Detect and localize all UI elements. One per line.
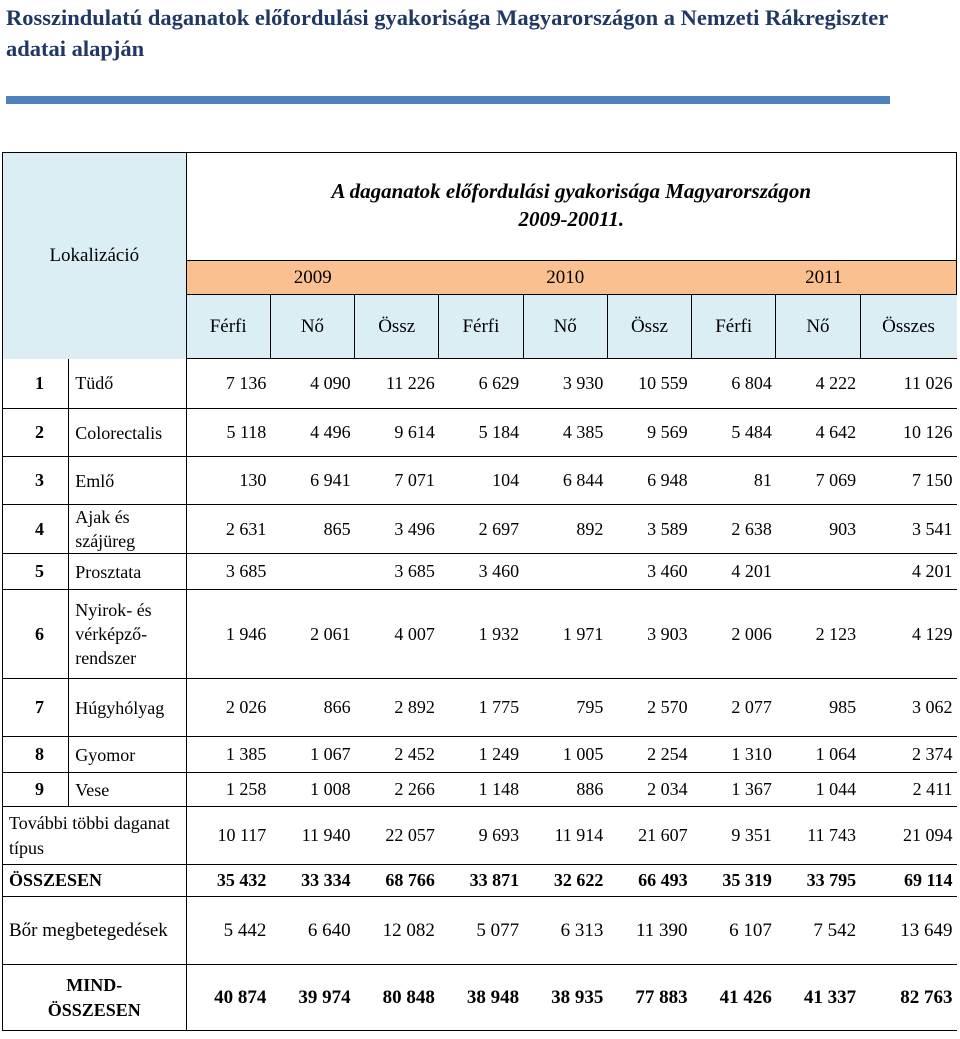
data-cell: 4 129 [860, 590, 956, 679]
data-cell: 3 930 [523, 359, 607, 409]
data-cell: 2 452 [355, 737, 439, 773]
data-cell: 11 390 [607, 897, 691, 965]
column-header: Férfi [692, 295, 776, 359]
data-cell: 4 201 [860, 554, 956, 590]
data-cell: 2 411 [860, 773, 956, 807]
row-localization: Gyomor [69, 737, 186, 773]
data-cell: 7 150 [860, 457, 956, 505]
data-cell: 33 795 [776, 865, 860, 897]
data-cell: 866 [270, 679, 354, 737]
document-title: Rosszindulatú daganatok előfordulási gyakorisága Magyarországon a Nemzeti Rákregiszter adatai alapján [6, 5, 888, 61]
data-cell: 9 351 [692, 807, 776, 865]
data-cell: 3 589 [607, 505, 691, 554]
data-cell: 22 057 [355, 807, 439, 865]
data-cell: 10 126 [860, 409, 956, 457]
data-cell: 3 062 [860, 679, 956, 737]
data-cell: 104 [439, 457, 523, 505]
data-cell: 130 [186, 457, 270, 505]
data-cell: 6 844 [523, 457, 607, 505]
data-cell: 5 442 [186, 897, 270, 965]
data-cell: 68 766 [355, 865, 439, 897]
data-cell: 1 932 [439, 590, 523, 679]
data-cell: 6 804 [692, 359, 776, 409]
data-cell: 41 426 [692, 965, 776, 1031]
data-cell: 38 948 [439, 965, 523, 1031]
data-cell: 3 685 [186, 554, 270, 590]
row-localization: Ajak és szájüreg [69, 505, 186, 554]
column-header: Nő [270, 295, 354, 359]
main-header-line1: A daganatok előfordulási gyakorisága Magyarországon [331, 179, 812, 203]
data-cell: 865 [270, 505, 354, 554]
data-cell: 11 226 [355, 359, 439, 409]
data-cell [523, 554, 607, 590]
row-index: 2 [3, 409, 69, 457]
data-cell: 4 222 [776, 359, 860, 409]
data-cell: 81 [692, 457, 776, 505]
row-localization: Tüdő [69, 359, 186, 409]
data-cell: 2 697 [439, 505, 523, 554]
row-localization: Colorectalis [69, 409, 186, 457]
data-cell: 7 136 [186, 359, 270, 409]
row-label-bor: Bőr megbetegedések [3, 897, 187, 965]
data-cell: 35 319 [692, 865, 776, 897]
data-cell: 1 775 [439, 679, 523, 737]
title-underline [6, 96, 890, 104]
data-cell: 21 094 [860, 807, 956, 865]
row-label-osszesen: ÖSSZESEN [3, 865, 187, 897]
data-cell: 82 763 [860, 965, 956, 1031]
main-header-line2: 2009-20011. [518, 207, 625, 231]
main-header [186, 153, 956, 261]
data-cell: 2 026 [186, 679, 270, 737]
table-row [3, 679, 957, 737]
data-cell: 1 367 [692, 773, 776, 807]
table-row-osszesen [3, 865, 957, 897]
data-cell: 2 638 [692, 505, 776, 554]
data-cell: 2 077 [692, 679, 776, 737]
row-index: 7 [3, 679, 69, 737]
data-cell: 33 871 [439, 865, 523, 897]
row-index: 4 [3, 505, 69, 554]
data-cell: 9 614 [355, 409, 439, 457]
table-row [3, 737, 957, 773]
data-cell: 2 374 [860, 737, 956, 773]
table-row [3, 590, 957, 679]
table-row [3, 554, 957, 590]
data-cell: 1 971 [523, 590, 607, 679]
row-localization: Prosztata [69, 554, 186, 590]
data-cell: 4 090 [270, 359, 354, 409]
data-cell: 80 848 [355, 965, 439, 1031]
data-cell: 4 496 [270, 409, 354, 457]
row-index: 9 [3, 773, 69, 807]
data-cell: 38 935 [523, 965, 607, 1031]
data-cell: 9 569 [607, 409, 691, 457]
data-cell: 21 607 [607, 807, 691, 865]
data-cell: 6 313 [523, 897, 607, 965]
incidence-table [2, 152, 957, 1031]
data-cell: 11 914 [523, 807, 607, 865]
data-cell: 3 903 [607, 590, 691, 679]
table-row [3, 457, 957, 505]
data-cell [270, 554, 354, 590]
data-cell: 40 874 [186, 965, 270, 1031]
data-cell: 6 941 [270, 457, 354, 505]
data-cell: 2 034 [607, 773, 691, 807]
table-row [3, 359, 957, 409]
data-cell: 5 118 [186, 409, 270, 457]
data-cell: 2 631 [186, 505, 270, 554]
data-cell: 4 201 [692, 554, 776, 590]
data-cell: 10 559 [607, 359, 691, 409]
data-cell: 7 071 [355, 457, 439, 505]
row-localization: Vese [69, 773, 186, 807]
data-cell: 11 743 [776, 807, 860, 865]
data-cell: 6 640 [270, 897, 354, 965]
data-cell: 11 940 [270, 807, 354, 865]
lokalizacio-header: Lokalizáció [3, 153, 187, 359]
column-header: Nő [523, 295, 607, 359]
data-cell: 35 432 [186, 865, 270, 897]
table-row-mind [3, 965, 957, 1031]
data-cell: 77 883 [607, 965, 691, 1031]
table-row-tovabbi [3, 807, 957, 865]
data-cell: 33 334 [270, 865, 354, 897]
year-2009: 2009 [186, 261, 439, 295]
table-row-bor [3, 897, 957, 965]
data-cell: 2 254 [607, 737, 691, 773]
data-cell: 795 [523, 679, 607, 737]
data-cell: 3 541 [860, 505, 956, 554]
data-cell: 886 [523, 773, 607, 807]
data-cell: 4 007 [355, 590, 439, 679]
data-cell: 1 148 [439, 773, 523, 807]
data-cell: 1 064 [776, 737, 860, 773]
data-cell: 6 629 [439, 359, 523, 409]
data-cell: 4 642 [776, 409, 860, 457]
column-header: Összes [860, 295, 956, 359]
data-cell: 1 067 [270, 737, 354, 773]
data-cell: 10 117 [186, 807, 270, 865]
data-cell: 1 258 [186, 773, 270, 807]
data-cell: 1 249 [439, 737, 523, 773]
column-header: Össz [355, 295, 439, 359]
data-cell: 2 570 [607, 679, 691, 737]
data-cell: 9 693 [439, 807, 523, 865]
table-row [3, 505, 957, 554]
mind-label-line2: ÖSSZESEN [47, 999, 141, 1020]
data-cell: 4 385 [523, 409, 607, 457]
data-cell: 66 493 [607, 865, 691, 897]
row-localization: Nyirok- és vérképző-rendszer [69, 590, 186, 679]
row-index: 1 [3, 359, 69, 409]
data-cell: 2 061 [270, 590, 354, 679]
data-cell: 5 184 [439, 409, 523, 457]
row-label-mind [3, 965, 187, 1031]
row-index: 5 [3, 554, 69, 590]
data-cell: 39 974 [270, 965, 354, 1031]
table-row [3, 409, 957, 457]
data-cell: 7 542 [776, 897, 860, 965]
data-cell: 32 622 [523, 865, 607, 897]
data-cell: 12 082 [355, 897, 439, 965]
data-cell: 13 649 [860, 897, 956, 965]
row-index: 3 [3, 457, 69, 505]
row-label-tovabbi: További többi daganat típus [3, 807, 187, 865]
row-index: 8 [3, 737, 69, 773]
mind-label-line1: MIND- [66, 974, 123, 995]
column-header: Férfi [186, 295, 270, 359]
data-cell: 2 892 [355, 679, 439, 737]
data-cell: 1 946 [186, 590, 270, 679]
data-cell: 3 685 [355, 554, 439, 590]
column-header: Össz [607, 295, 691, 359]
data-cell: 3 460 [607, 554, 691, 590]
data-cell: 3 460 [439, 554, 523, 590]
data-cell: 1 310 [692, 737, 776, 773]
data-cell: 5 484 [692, 409, 776, 457]
year-2010: 2010 [439, 261, 692, 295]
table-row [3, 773, 957, 807]
data-cell: 1 044 [776, 773, 860, 807]
data-cell: 2 266 [355, 773, 439, 807]
data-cell: 2 006 [692, 590, 776, 679]
data-cell: 3 496 [355, 505, 439, 554]
data-cell: 69 114 [860, 865, 956, 897]
data-cell: 903 [776, 505, 860, 554]
data-cell: 1 005 [523, 737, 607, 773]
data-cell: 892 [523, 505, 607, 554]
row-localization: Húgyhólyag [69, 679, 186, 737]
data-cell: 11 026 [860, 359, 956, 409]
data-cell: 985 [776, 679, 860, 737]
data-cell: 6 107 [692, 897, 776, 965]
year-2011: 2011 [692, 261, 957, 295]
data-cell: 2 123 [776, 590, 860, 679]
data-cell: 1 008 [270, 773, 354, 807]
column-header: Nő [776, 295, 860, 359]
data-cell: 5 077 [439, 897, 523, 965]
data-cell [776, 554, 860, 590]
row-index: 6 [3, 590, 69, 679]
row-localization: Emlő [69, 457, 186, 505]
data-cell: 1 385 [186, 737, 270, 773]
data-cell: 41 337 [776, 965, 860, 1031]
column-header: Férfi [439, 295, 523, 359]
data-cell: 7 069 [776, 457, 860, 505]
data-cell: 6 948 [607, 457, 691, 505]
